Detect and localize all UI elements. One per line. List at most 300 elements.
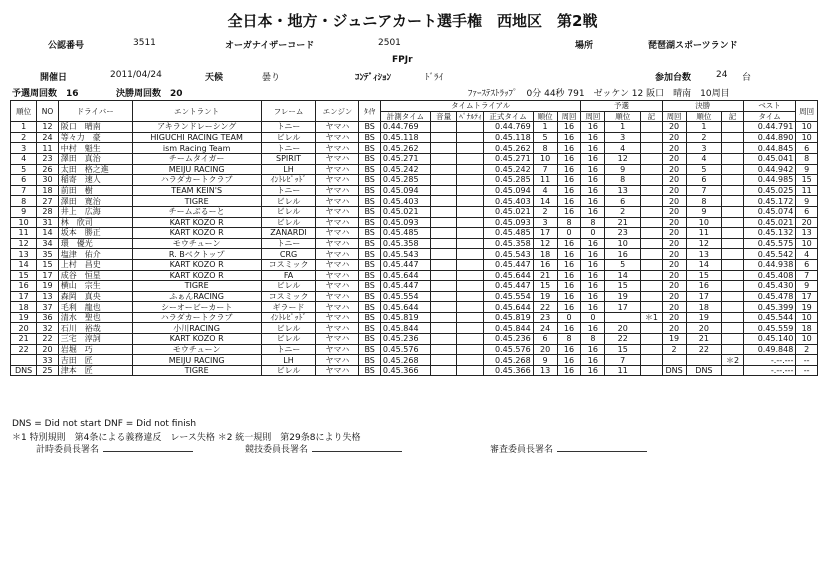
cell-heat-pos: 8 — [605, 175, 641, 186]
cell-tt-penalty — [457, 153, 483, 164]
cell-final-pos: 3 — [686, 143, 722, 154]
cell-best-time: 0.45.478 — [743, 291, 796, 302]
cell-heat-laps: 16 — [581, 355, 605, 366]
organizer-label: オーガナイザーコード — [225, 41, 315, 51]
timing-signature-line[interactable] — [103, 451, 193, 452]
cell-heat-note — [641, 153, 663, 164]
cell-tt-official: 0.45.447 — [483, 281, 533, 292]
cell-tt-penalty — [457, 185, 483, 196]
cell-number: 25 — [37, 365, 58, 376]
cell-final-note — [722, 122, 744, 133]
cell-best-lap: 4 — [796, 249, 818, 260]
cell-engine: ヤマハ — [316, 259, 359, 270]
cell-driver: 毛利 龍也 — [58, 302, 132, 313]
cell-frame: FA — [261, 270, 316, 281]
col-tt-laps: 周回 — [557, 111, 581, 122]
cell-tt-pos: 24 — [533, 323, 557, 334]
cell-heat-pos — [605, 312, 641, 323]
cell-position: 22 — [11, 344, 37, 355]
cell-final-laps: 19 — [662, 334, 686, 345]
col-final-note: 記 — [722, 111, 744, 122]
cell-heat-laps: 16 — [581, 196, 605, 207]
cell-position: 12 — [11, 238, 37, 249]
cell-tt-audio — [431, 196, 457, 207]
cell-tt-official: 0.45.576 — [483, 344, 533, 355]
cell-entrant: MEIJU RACING — [132, 355, 261, 366]
table-row — [11, 312, 818, 323]
cell-final-pos: 17 — [686, 291, 722, 302]
cell-tt-laps: 0 — [557, 312, 581, 323]
col-final-laps: 周回 — [662, 111, 686, 122]
steward-signature-line[interactable] — [312, 451, 402, 452]
cell-tt-pos: 11 — [533, 175, 557, 186]
cell-tt-pos: 21 — [533, 270, 557, 281]
cell-tt-audio — [431, 355, 457, 366]
cell-tt-time: 0.45.844 — [380, 323, 430, 334]
cell-tt-penalty — [457, 281, 483, 292]
cell-best-lap: 10 — [796, 132, 818, 143]
table-row — [11, 334, 818, 345]
cell-driver: 澤田 寛治 — [58, 196, 132, 207]
cell-tt-audio — [431, 122, 457, 133]
cell-best-time: 0.45.544 — [743, 312, 796, 323]
table-row — [11, 122, 818, 133]
cell-final-laps: 20 — [662, 153, 686, 164]
cell-driver: 林 欣司 — [58, 217, 132, 228]
cell-frame: ビレル — [261, 196, 316, 207]
table-row — [11, 365, 818, 376]
cell-heat-pos: 12 — [605, 153, 641, 164]
cell-frame: コスミック — [261, 259, 316, 270]
cell-heat-pos: 9 — [605, 164, 641, 175]
cell-position: 10 — [11, 217, 37, 228]
cell-heat-laps: 16 — [581, 153, 605, 164]
cell-position: 11 — [11, 228, 37, 239]
cell-number: 30 — [37, 175, 58, 186]
page-title: 全日本・地方・ジュニアカート選手権 西地区 第2戦 — [227, 12, 598, 30]
cell-entrant: MEIJU RACING — [132, 164, 261, 175]
cell-heat-laps: 16 — [581, 143, 605, 154]
cell-final-laps: 20 — [662, 228, 686, 239]
cell-heat-note — [641, 206, 663, 217]
cell-number: 33 — [37, 355, 58, 366]
cell-tt-time: 0.45.021 — [380, 206, 430, 217]
table-row — [11, 238, 818, 249]
cell-heat-note — [641, 291, 663, 302]
cell-tt-official: 0.45.844 — [483, 323, 533, 334]
cell-heat-pos: 4 — [605, 143, 641, 154]
cell-tt-laps: 16 — [557, 238, 581, 249]
cell-tt-audio — [431, 302, 457, 313]
cell-tt-time: 0.45.118 — [380, 132, 430, 143]
cell-number: 14 — [37, 228, 58, 239]
cell-engine: ヤマハ — [316, 185, 359, 196]
cell-tt-official: 0.45.118 — [483, 132, 533, 143]
cell-tire: BS — [359, 355, 380, 366]
col-pos: 順位 — [11, 101, 37, 122]
col-no: NO — [37, 101, 58, 122]
cell-heat-note — [641, 355, 663, 366]
final-laps: 決勝周回数 20 — [116, 89, 183, 99]
cell-heat-note — [641, 228, 663, 239]
cell-heat-note — [641, 270, 663, 281]
cell-tt-laps: 8 — [557, 217, 581, 228]
cell-heat-pos: 6 — [605, 196, 641, 207]
results-table — [10, 100, 818, 376]
cell-tt-pos: 3 — [533, 217, 557, 228]
judge-signature-line[interactable] — [557, 451, 647, 452]
cell-final-note — [722, 365, 744, 376]
cell-final-pos: 18 — [686, 302, 722, 313]
cell-driver: 清水 聖也 — [58, 312, 132, 323]
cell-tire: BS — [359, 249, 380, 260]
cell-engine: ヤマハ — [316, 175, 359, 186]
cell-tt-official: 0.45.366 — [483, 365, 533, 376]
cell-tire: BS — [359, 334, 380, 345]
cell-tt-official: 0.45.285 — [483, 175, 533, 186]
cell-number: 17 — [37, 270, 58, 281]
cell-best-time: 0.45.575 — [743, 238, 796, 249]
cell-best-time: 0.45.074 — [743, 206, 796, 217]
cell-final-laps: 20 — [662, 196, 686, 207]
cell-entrant: ハラダカートクラブ — [132, 312, 261, 323]
cell-number: 31 — [37, 217, 58, 228]
cell-tt-official: 0.45.268 — [483, 355, 533, 366]
col-driver: ドライバー — [58, 101, 132, 122]
cell-tire: BS — [359, 122, 380, 133]
cell-tt-audio — [431, 323, 457, 334]
cell-entrant: KART KOZO R — [132, 270, 261, 281]
cell-number: 13 — [37, 291, 58, 302]
cell-final-pos: 10 — [686, 217, 722, 228]
table-row — [11, 185, 818, 196]
cell-best-time: 0.45.025 — [743, 185, 796, 196]
cell-final-note — [722, 281, 744, 292]
cell-tt-pos: 17 — [533, 228, 557, 239]
timing-signature — [36, 442, 193, 455]
cell-frame: ｲﾝﾄﾚﾋﾟｯﾄﾞ — [261, 312, 316, 323]
cell-engine: ヤマハ — [316, 238, 359, 249]
cell-best-lap: 10 — [796, 122, 818, 133]
cell-tt-laps: 16 — [557, 143, 581, 154]
cell-final-pos: 16 — [686, 281, 722, 292]
cell-final-note: ＊2 — [722, 355, 744, 366]
fastest-lap: ﾌｧｰｽﾃｽﾄﾗｯﾌﾟ 0分 44秒 791 ゼッケン 12 阪口 晴南 10周目 — [468, 89, 730, 99]
cell-tt-laps: 0 — [557, 228, 581, 239]
cell-tt-time: 0.45.447 — [380, 259, 430, 270]
cell-tt-official: 0.45.242 — [483, 164, 533, 175]
cell-heat-note — [641, 185, 663, 196]
cell-tt-laps: 16 — [557, 302, 581, 313]
cell-heat-note — [641, 164, 663, 175]
cell-heat-note — [641, 323, 663, 334]
col-final-pos: 順位 — [686, 111, 722, 122]
cell-best-lap: 6 — [796, 143, 818, 154]
organizer-value: 2501 — [378, 38, 401, 48]
cell-driver: 井上 広海 — [58, 206, 132, 217]
cell-final-pos: DNS — [686, 365, 722, 376]
cell-tire: BS — [359, 259, 380, 270]
cell-position: 21 — [11, 334, 37, 345]
cell-best-lap: 19 — [796, 302, 818, 313]
cell-final-laps: 20 — [662, 122, 686, 133]
group-heat: 予選 — [581, 101, 662, 112]
cell-final-note — [722, 228, 744, 239]
cell-tire: BS — [359, 344, 380, 355]
weather-value: 曇り — [262, 73, 281, 83]
cell-best-time: 0.44.942 — [743, 164, 796, 175]
cell-tt-audio — [431, 291, 457, 302]
cell-heat-laps: 16 — [581, 249, 605, 260]
cell-final-pos: 19 — [686, 312, 722, 323]
cell-number: 23 — [37, 153, 58, 164]
cell-final-pos: 21 — [686, 334, 722, 345]
cell-final-note — [722, 132, 744, 143]
cell-tt-pos: 7 — [533, 164, 557, 175]
cell-heat-pos: 2 — [605, 206, 641, 217]
cell-tt-laps: 16 — [557, 164, 581, 175]
cell-tire: BS — [359, 185, 380, 196]
cell-tt-laps: 16 — [557, 344, 581, 355]
cell-tt-official: 0.45.094 — [483, 185, 533, 196]
cell-entrant: ハラダカートクラブ — [132, 175, 261, 186]
cell-final-pos: 9 — [686, 206, 722, 217]
cell-final-pos: 15 — [686, 270, 722, 281]
cell-position: 8 — [11, 196, 37, 207]
table-row — [11, 206, 818, 217]
cell-final-pos: 1 — [686, 122, 722, 133]
cell-engine: ヤマハ — [316, 365, 359, 376]
cell-best-lap: 17 — [796, 291, 818, 302]
cell-heat-note: ＊1 — [641, 312, 663, 323]
cell-final-note — [722, 334, 744, 345]
cell-heat-laps: 16 — [581, 344, 605, 355]
cell-tt-pos: 16 — [533, 259, 557, 270]
cell-tt-penalty — [457, 228, 483, 239]
cell-tt-official: 0.45.644 — [483, 270, 533, 281]
cell-tt-laps: 16 — [557, 132, 581, 143]
cell-tt-laps: 8 — [557, 334, 581, 345]
cell-tt-pos: 18 — [533, 249, 557, 260]
cell-best-lap: 18 — [796, 323, 818, 334]
group-time-trial: タイムトライアル — [380, 101, 581, 112]
cell-heat-pos: 17 — [605, 302, 641, 313]
cell-tt-pos: 23 — [533, 312, 557, 323]
cell-position: 13 — [11, 249, 37, 260]
cell-best-time: 0.44.985 — [743, 175, 796, 186]
cell-position: 17 — [11, 291, 37, 302]
cell-heat-laps: 16 — [581, 259, 605, 270]
cell-best-time: 0.44.791 — [743, 122, 796, 133]
cell-best-time: 0.45.408 — [743, 270, 796, 281]
timing-signature-label: 計時委員長署名 — [36, 445, 100, 455]
cell-engine: ヤマハ — [316, 323, 359, 334]
venue-label: 場所 — [575, 41, 594, 51]
cell-final-laps: 20 — [662, 312, 686, 323]
cell-entrant: TEAM KEIN'S — [132, 185, 261, 196]
cell-engine: ヤマハ — [316, 334, 359, 345]
cell-tt-pos: 12 — [533, 238, 557, 249]
condition-label: ｺﾝﾃﾞｨｼｮﾝ — [355, 73, 392, 83]
cell-tt-pos: 20 — [533, 344, 557, 355]
cell-best-time: 0.45.140 — [743, 334, 796, 345]
cell-entrant: R. Bベクトップ — [132, 249, 261, 260]
cell-heat-pos: 5 — [605, 259, 641, 270]
cell-tt-time: 0.45.403 — [380, 196, 430, 207]
cell-tt-penalty — [457, 206, 483, 217]
cell-tire: BS — [359, 270, 380, 281]
cell-tt-laps: 16 — [557, 196, 581, 207]
cell-position: 3 — [11, 143, 37, 154]
results-body — [11, 122, 818, 376]
cell-driver: 塩津 佑介 — [58, 249, 132, 260]
cell-tt-pos: 14 — [533, 196, 557, 207]
cell-final-note — [722, 217, 744, 228]
table-row — [11, 281, 818, 292]
cell-engine: ヤマハ — [316, 249, 359, 260]
cell-tire: BS — [359, 206, 380, 217]
cell-tt-pos: 22 — [533, 302, 557, 313]
cell-heat-pos: 3 — [605, 132, 641, 143]
cell-number: 20 — [37, 344, 58, 355]
group-best: ベスト — [743, 101, 796, 112]
heat-laps: 予選周回数 16 — [12, 89, 79, 99]
table-row — [11, 217, 818, 228]
cell-tt-time: 0.45.543 — [380, 249, 430, 260]
col-tt-official: 正式タイム — [483, 111, 533, 122]
cell-tire: BS — [359, 312, 380, 323]
cell-heat-pos: 15 — [605, 344, 641, 355]
cell-tire: BS — [359, 132, 380, 143]
cell-driver: 阪口 晴南 — [58, 122, 132, 133]
cell-final-pos: 13 — [686, 249, 722, 260]
cell-heat-note — [641, 143, 663, 154]
cell-tt-penalty — [457, 122, 483, 133]
cell-frame: LH — [261, 164, 316, 175]
cell-tt-official: 0.45.819 — [483, 312, 533, 323]
cell-frame: コスミック — [261, 291, 316, 302]
cell-driver: 三宅 淳詞 — [58, 334, 132, 345]
cell-final-note — [722, 270, 744, 281]
cell-heat-laps: 16 — [581, 175, 605, 186]
entries-unit: 台 — [742, 73, 752, 83]
cell-frame: トニー — [261, 143, 316, 154]
cell-tt-pos: 9 — [533, 355, 557, 366]
cell-tt-official: 0.45.554 — [483, 291, 533, 302]
cell-best-lap: 10 — [796, 334, 818, 345]
cell-frame: トニー — [261, 344, 316, 355]
cell-entrant: KART KOZO R — [132, 217, 261, 228]
cell-tt-laps: 16 — [557, 185, 581, 196]
cell-tt-pos: 15 — [533, 281, 557, 292]
cell-heat-laps: 8 — [581, 334, 605, 345]
cell-tt-audio — [431, 185, 457, 196]
cell-best-lap: 11 — [796, 185, 818, 196]
cell-position: 16 — [11, 281, 37, 292]
table-row — [11, 259, 818, 270]
cell-final-pos: 7 — [686, 185, 722, 196]
cell-engine: ヤマハ — [316, 291, 359, 302]
cell-best-lap: 9 — [796, 196, 818, 207]
col-tire: ﾀｲﾔ — [359, 101, 380, 122]
cell-number: 32 — [37, 323, 58, 334]
cell-heat-pos: 7 — [605, 355, 641, 366]
cell-tt-audio — [431, 164, 457, 175]
cell-final-note — [722, 164, 744, 175]
table-row — [11, 153, 818, 164]
cell-tt-audio — [431, 270, 457, 281]
table-row — [11, 228, 818, 239]
cell-tt-laps: 16 — [557, 281, 581, 292]
cell-best-lap: -- — [796, 355, 818, 366]
cell-tt-pos: 19 — [533, 291, 557, 302]
cell-tt-audio — [431, 228, 457, 239]
cell-engine: ヤマハ — [316, 228, 359, 239]
cell-tt-penalty — [457, 143, 483, 154]
cell-number: 26 — [37, 164, 58, 175]
cell-best-time: 0.45.559 — [743, 323, 796, 334]
cell-best-lap: 20 — [796, 217, 818, 228]
date-value: 2011/04/24 — [110, 70, 162, 80]
cell-entrant: KART KOZO R — [132, 259, 261, 270]
cell-final-laps: 20 — [662, 175, 686, 186]
cell-position: 19 — [11, 312, 37, 323]
cell-tire: BS — [359, 302, 380, 313]
cell-number: 27 — [37, 196, 58, 207]
cell-best-lap: 6 — [796, 259, 818, 270]
cell-final-laps: 20 — [662, 249, 686, 260]
cell-driver: 森岡 真央 — [58, 291, 132, 302]
cell-tt-official: 0.44.769 — [483, 122, 533, 133]
cell-tt-pos: 8 — [533, 143, 557, 154]
cell-driver: 上村 昌史 — [58, 259, 132, 270]
cell-tt-audio — [431, 259, 457, 270]
cell-heat-pos: 11 — [605, 365, 641, 376]
table-row — [11, 249, 818, 260]
cell-tt-time: 0.45.447 — [380, 281, 430, 292]
cell-final-note — [722, 175, 744, 186]
cell-position: 15 — [11, 270, 37, 281]
cell-final-note — [722, 153, 744, 164]
col-heat-pos: 順位 — [605, 111, 641, 122]
cell-tt-laps: 16 — [557, 355, 581, 366]
table-row — [11, 196, 818, 207]
cell-position: 14 — [11, 259, 37, 270]
cell-best-time: 0.44.845 — [743, 143, 796, 154]
cell-heat-laps: 16 — [581, 164, 605, 175]
col-tt-pos: 順位 — [533, 111, 557, 122]
cell-final-laps: 20 — [662, 323, 686, 334]
judge-signature — [490, 442, 647, 455]
cell-best-lap: 13 — [796, 228, 818, 239]
cell-heat-note — [641, 217, 663, 228]
cell-tt-audio — [431, 344, 457, 355]
table-row — [11, 344, 818, 355]
col-heat-note: 記 — [641, 111, 663, 122]
cell-heat-laps: 16 — [581, 238, 605, 249]
cell-tt-time: 0.45.093 — [380, 217, 430, 228]
cell-final-pos: 20 — [686, 323, 722, 334]
table-row — [11, 355, 818, 366]
cell-tt-audio — [431, 143, 457, 154]
cell-frame: トニー — [261, 185, 316, 196]
cell-tt-penalty — [457, 302, 483, 313]
cell-tt-audio — [431, 312, 457, 323]
cell-driver: 岩堀 巧 — [58, 344, 132, 355]
cell-driver: 成谷 恒星 — [58, 270, 132, 281]
cell-final-note — [722, 249, 744, 260]
cell-best-time: 0.45.041 — [743, 153, 796, 164]
